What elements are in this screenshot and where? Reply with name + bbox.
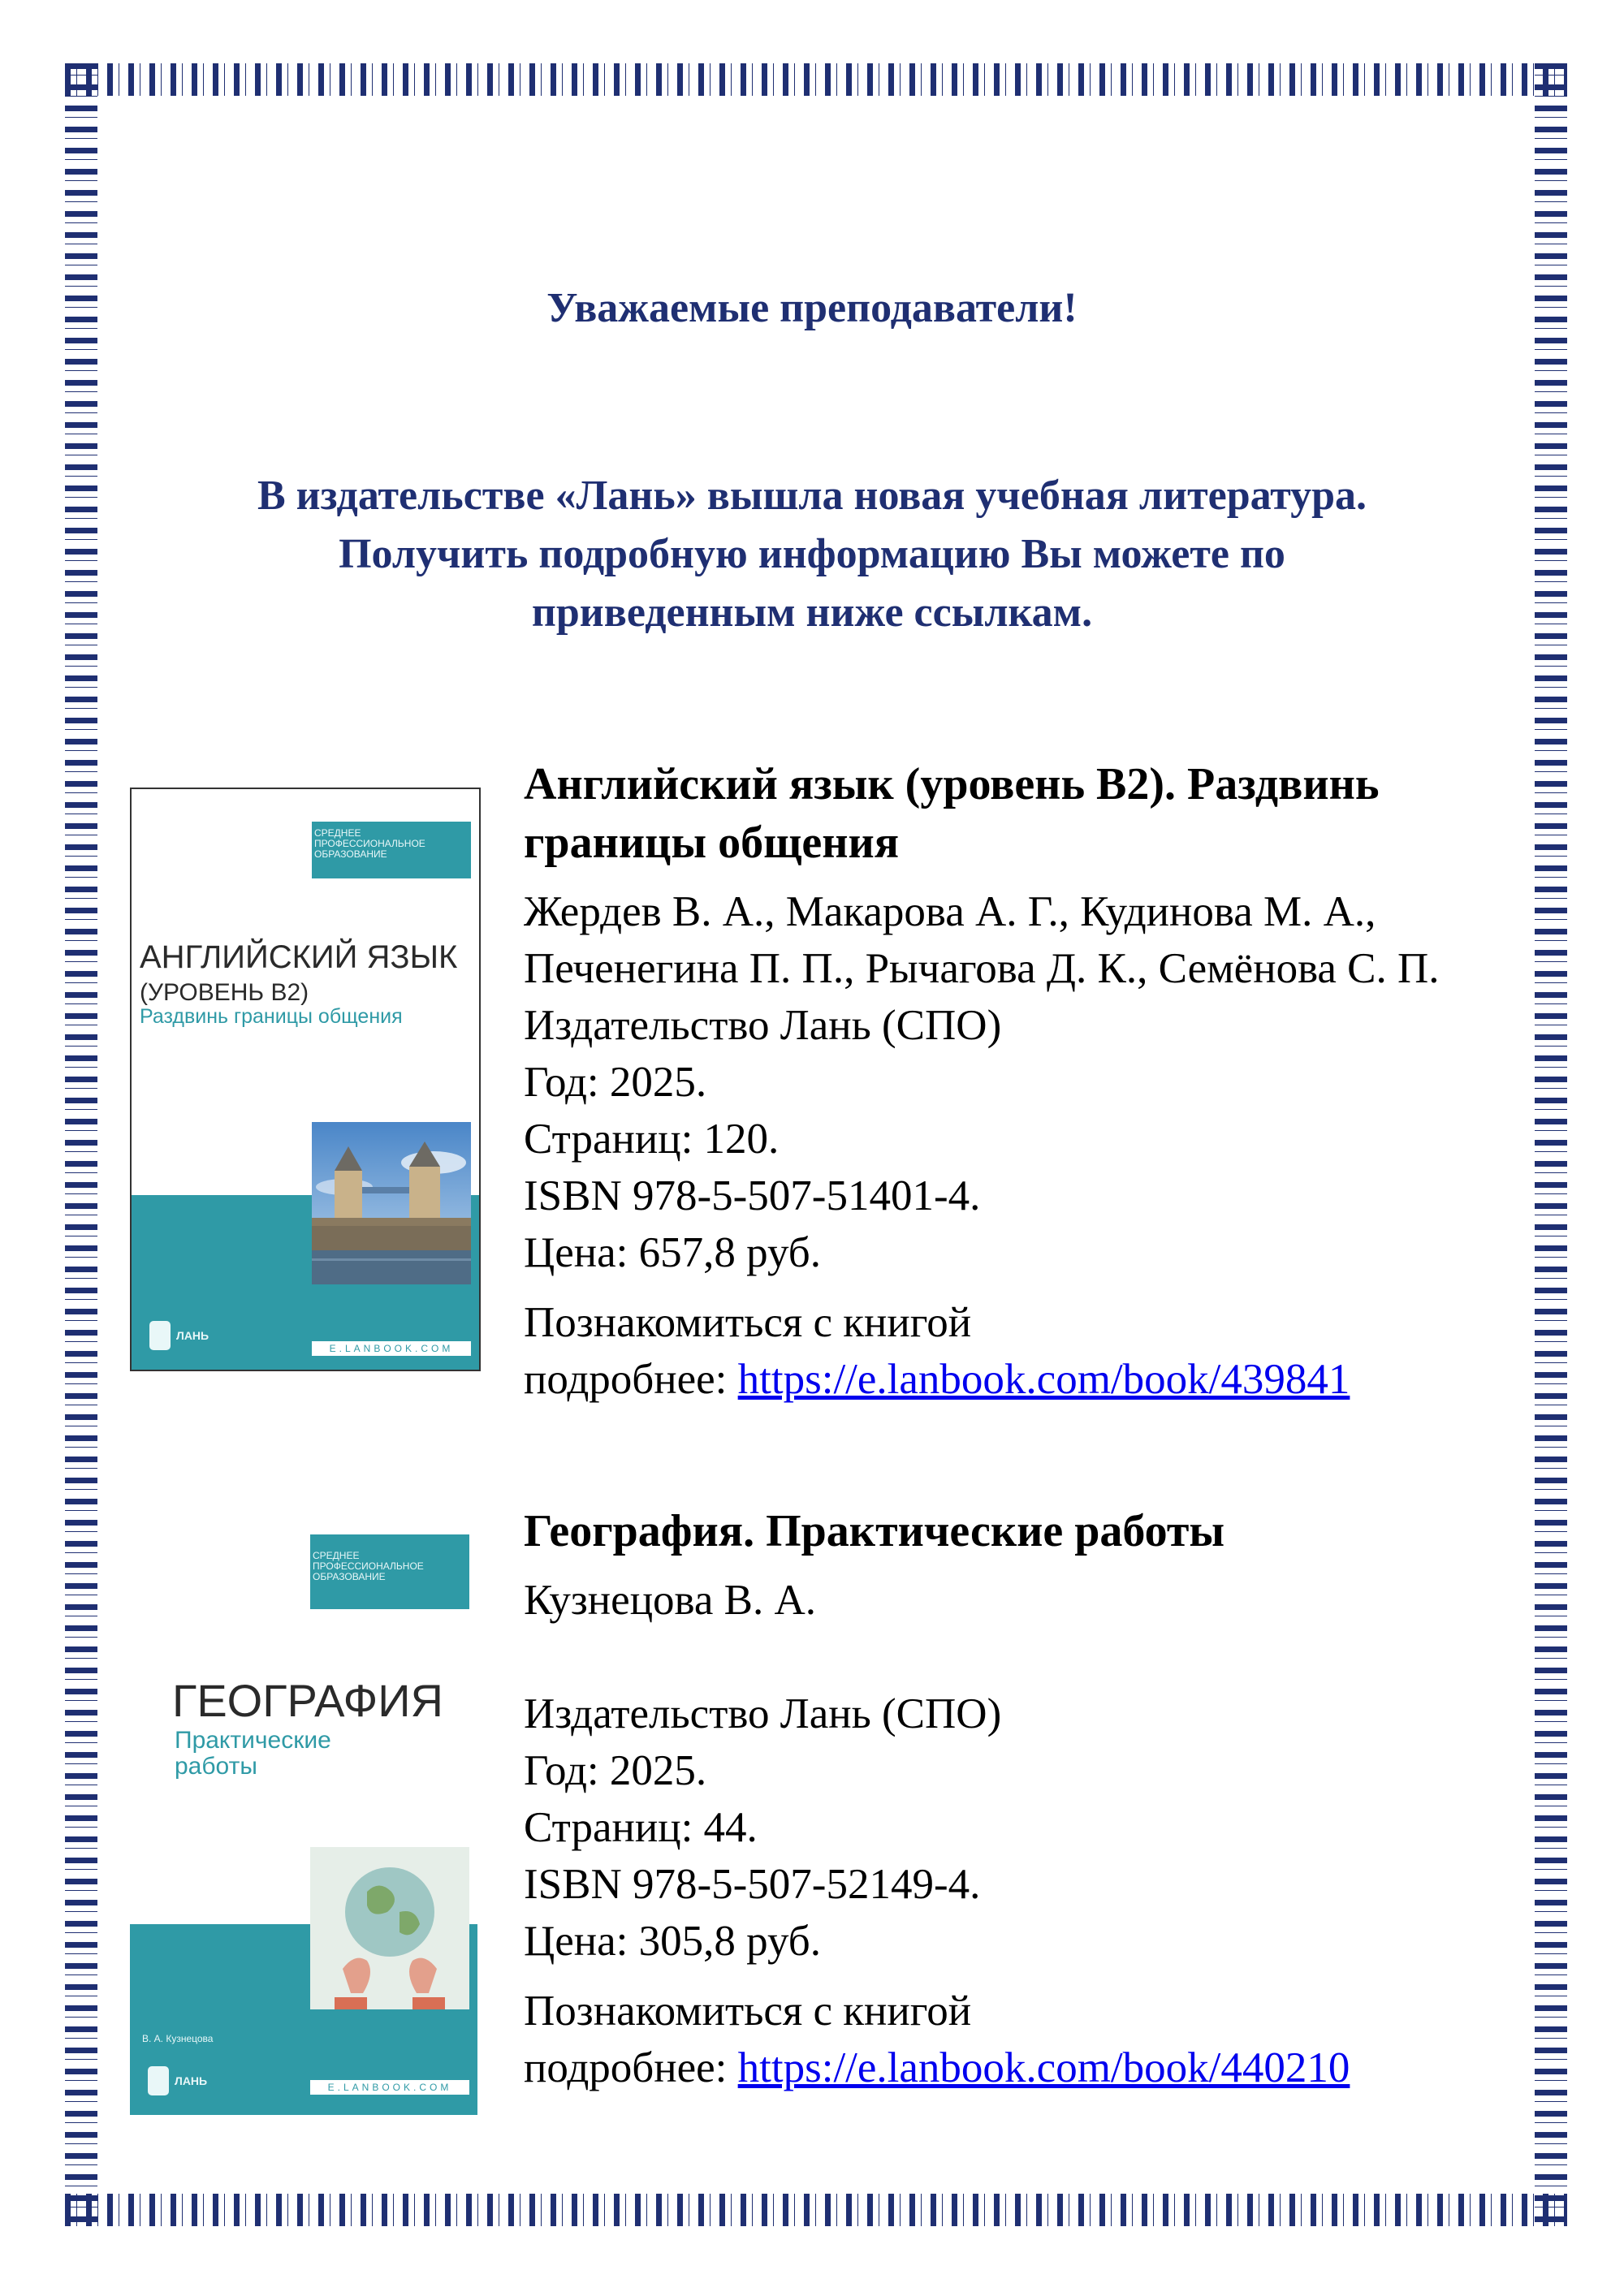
book-more-info [524, 1983, 1522, 2096]
book-cover-english [130, 788, 481, 1371]
more-prefix: подробнее: [524, 2044, 738, 2091]
cover-series-line: СРЕДНЕЕ [314, 827, 361, 839]
author-line: Жердев В. А., Макарова А. Г., Кудинова М. А., [524, 888, 1376, 935]
book-authors [524, 1572, 1522, 1685]
border-right [1535, 63, 1567, 2226]
book-pages: Страниц: 44. [524, 1804, 758, 1851]
intro-line: В издательстве «Лань» вышла новая учебная литература. [257, 473, 1367, 519]
book-price: Цена: 305,8 руб. [524, 1918, 821, 1965]
cover-title-line: АНГЛИЙСКИЙ ЯЗЫК [140, 939, 458, 975]
publisher-logo-icon [148, 2066, 169, 2095]
book-title-line: География. Практические работы [524, 1506, 1225, 1556]
book-price: Цена: 657,8 руб. [524, 1229, 821, 1276]
book-publisher: Издательство Лань (СПО) [524, 1690, 1002, 1737]
cover-title [140, 939, 457, 1011]
cover-footer-url: E.LANBOOK.COM [312, 1341, 471, 1356]
book-title-line: Английский язык (уровень B2). Раздвинь [524, 759, 1380, 809]
cover-subtitle: Раздвинь границы общения [140, 1005, 403, 1028]
book-title-line: границы общения [524, 818, 900, 868]
cover-series-line: ПРОФЕССИОНАЛЬНОЕ [313, 1560, 424, 1572]
cover-title-line: (УРОВЕНЬ B2) [140, 979, 309, 1006]
cover-footer-url: E.LANBOOK.COM [310, 2080, 469, 2095]
book-isbn: ISBN 978-5-507-51401-4. [524, 1172, 981, 1219]
cover-author: В. А. Кузнецова [142, 2033, 214, 2044]
book-info-geography [524, 1502, 1522, 2096]
cover-series-line: ОБРАЗОВАНИЕ [313, 1571, 386, 1582]
cover-series-text [314, 828, 425, 860]
border-top [65, 63, 1567, 96]
cover-series-line: СРЕДНЕЕ [313, 1550, 360, 1561]
author-line: Печенегина П. П., Рычагова Д. К., Семёнова С. П. [524, 945, 1440, 992]
more-label: Познакомиться с книгой [524, 1299, 972, 1346]
intro-line: приведенным ниже ссылкам. [531, 589, 1093, 636]
cover-title: ГЕОГРАФИЯ [172, 1675, 443, 1726]
book-year: Год: 2025. [524, 1747, 707, 1794]
cover-subtitle [175, 1728, 331, 1780]
book-title [524, 1502, 1522, 1560]
author-line: Кузнецова В. А. [524, 1577, 817, 1624]
author-line-empty [524, 1629, 1522, 1685]
tower-bridge-photo [312, 1122, 471, 1284]
greeting-heading: Уважаемые преподаватели! [546, 285, 1078, 331]
more-label: Познакомиться с книгой [524, 1987, 972, 2035]
book-info-english [524, 755, 1522, 1408]
globe-in-hands-illustration [310, 1847, 469, 2009]
book-year: Год: 2025. [524, 1059, 707, 1106]
border-left [65, 63, 97, 2226]
cover-logo-text: ЛАНЬ [175, 2074, 208, 2087]
book-pages: Страниц: 120. [524, 1116, 780, 1163]
book-authors [524, 883, 1522, 997]
more-prefix: подробнее: [524, 1356, 738, 1403]
intro-text [122, 467, 1502, 642]
book-link[interactable]: https://e.lanbook.com/book/440210 [737, 2044, 1350, 2091]
more-link-line [524, 1351, 1522, 1408]
book-title [524, 755, 1522, 872]
book-more-info [524, 1294, 1522, 1408]
cover-subtitle-line: работы [175, 1753, 257, 1780]
book-isbn: ISBN 978-5-507-52149-4. [524, 1861, 981, 1908]
cover-subtitle-line: Практические [175, 1727, 331, 1754]
book-publisher: Издательство Лань (СПО) [524, 1002, 1002, 1049]
cover-series-text [313, 1551, 424, 1582]
publisher-logo-icon [149, 1321, 171, 1350]
book-link[interactable]: https://e.lanbook.com/book/439841 [737, 1356, 1350, 1403]
more-link-line [524, 2039, 1522, 2096]
intro-line: Получить подробную информацию Вы можете по [339, 531, 1285, 577]
cover-logo-text: ЛАНЬ [176, 1329, 209, 1342]
cover-series-line: ОБРАЗОВАНИЕ [314, 848, 387, 860]
cover-series-line: ПРОФЕССИОНАЛЬНОЕ [314, 838, 425, 849]
book-cover-geography [130, 1534, 477, 2115]
border-bottom [65, 2194, 1567, 2226]
